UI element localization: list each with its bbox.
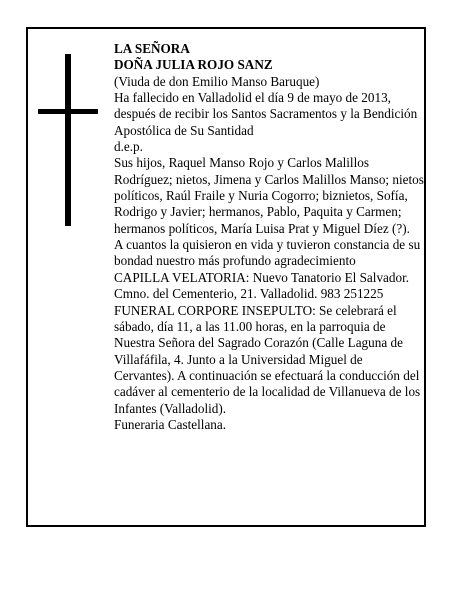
chapel-paragraph: CAPILLA VELATORIA: Nuevo Tanatorio El Salvador. Cmno. del Cementerio, 21. Valladolid. 983 251225 bbox=[114, 269, 410, 302]
funeral-home-line: Funeraria Castellana. bbox=[114, 416, 227, 432]
title-line-2: DOÑA JULIA ROJO SANZ bbox=[114, 57, 273, 73]
thanks-paragraph: A cuantos la quisieron en vida y tuvieron constancia de su bondad nuestro más profundo agradecimiento bbox=[114, 237, 421, 269]
title-line-1: LA SEÑORA bbox=[114, 41, 190, 56]
death-paragraph: Ha fallecido en Valladolid el día 9 de mayo de 2013, después de recibir los Santos Sacramentos y la Bendición Apostólica de Su Santidad bbox=[114, 90, 418, 138]
obituary-notice bbox=[26, 27, 426, 527]
family-paragraph: Sus hijos, Raquel Manso Rojo y Carlos Malillos Rodríguez; nietos, Jimena y Carlos Malillos Manso; nietos políticos, Raúl Fraile y Nuria Cogorro; biznietos, Sofía, Rodrigo y Javier; hermanos, Pablo, Paquita y Carmen; hermanos políticos, María Luisa Prat y Miguel Díez (?). bbox=[114, 155, 424, 236]
funeral-paragraph: FUNERAL CORPORE INSEPULTO: Se celebrará el sábado, día 11, a las 11.00 horas, en la parroquia de Nuestra Señora del Sagrado Corazón (Calle Laguna de Villafáfila, 4. Junto a la Universidad Miguel de Cervantes). A continuación se efectuará la conducción del cadáver al cementerio de la localidad de Villanueva de los Infantes (Valladolid). bbox=[114, 302, 421, 416]
cross-horizontal-bar bbox=[38, 109, 98, 114]
obituary-text bbox=[114, 41, 424, 433]
dep-line: d.e.p. bbox=[114, 139, 143, 155]
cross-icon bbox=[38, 54, 98, 226]
widow-line: (Viuda de don Emilio Manso Baruque) bbox=[114, 73, 320, 89]
cross-vertical-bar bbox=[65, 54, 71, 226]
